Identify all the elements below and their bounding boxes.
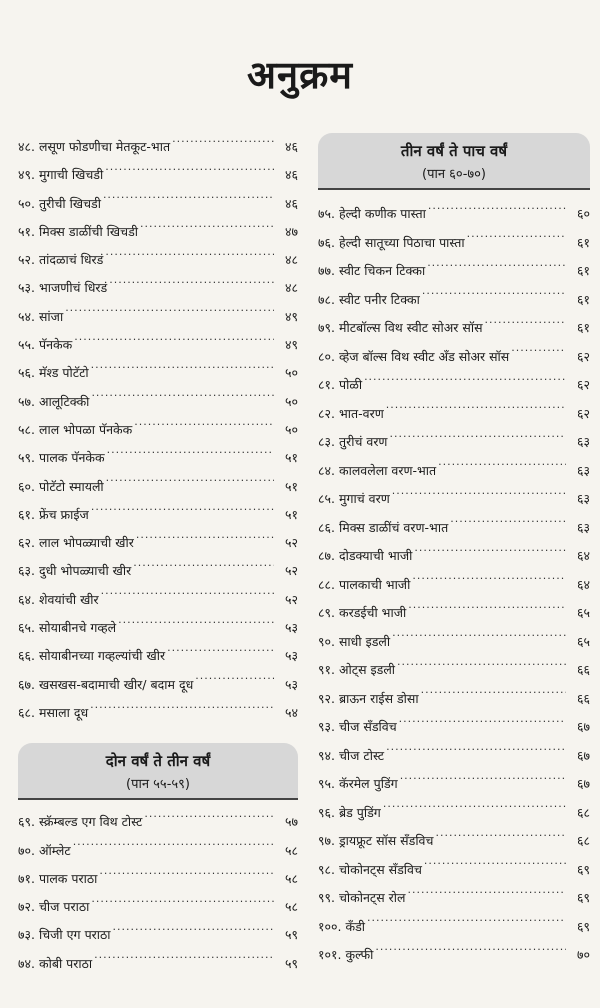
entry-title: आलूटिक्की bbox=[38, 393, 90, 409]
toc-entry bbox=[18, 416, 298, 444]
entry-number: ८३. bbox=[318, 434, 335, 449]
entry-title: स्क्रॅम्बल्ड एग विथ टोस्ट bbox=[38, 814, 143, 830]
toc-entry bbox=[318, 542, 590, 571]
toc-entry bbox=[18, 557, 298, 585]
leader-dots bbox=[407, 890, 566, 903]
toc-entry bbox=[18, 303, 298, 331]
entry-title: ड्रायफ्रूट सॉस सँडविच bbox=[338, 833, 434, 848]
entry-page: ४६ bbox=[284, 139, 298, 154]
entry-number: ७५. bbox=[318, 206, 335, 221]
entry-title: चीज पराठा bbox=[38, 899, 90, 915]
toc-entry bbox=[18, 331, 298, 359]
entry-title: पॅनकेक bbox=[38, 337, 73, 353]
entry-number: ९४. bbox=[318, 747, 335, 763]
toc-entry bbox=[18, 359, 298, 387]
entry-title: करडईची भाजी bbox=[338, 605, 407, 620]
entry-title: भात-वरण bbox=[338, 405, 384, 421]
toc-entry bbox=[18, 501, 298, 529]
entry-number: ९६. bbox=[318, 804, 335, 820]
leader-dots bbox=[167, 648, 274, 661]
leader-dots bbox=[91, 365, 274, 378]
entry-page: ६३ bbox=[576, 519, 590, 535]
leader-dots bbox=[397, 662, 566, 675]
toc-entry bbox=[318, 257, 590, 286]
entry-title: ब्रेड पुडिंग bbox=[338, 804, 381, 820]
entry-title: पोटॅटो स्मायली bbox=[38, 478, 104, 494]
toc-entry bbox=[18, 893, 298, 921]
entry-page: ५३ bbox=[284, 676, 298, 692]
entry-page: ५८ bbox=[284, 842, 298, 858]
entry-title: ऑम्लेट bbox=[38, 842, 71, 858]
entry-title: चीज टोस्ट bbox=[338, 747, 385, 763]
entry-number: ९३. bbox=[318, 719, 335, 734]
entry-page: ६६ bbox=[576, 662, 590, 677]
entry-number: ९५. bbox=[318, 776, 335, 791]
entry-number: ४८. bbox=[18, 139, 35, 154]
leader-dots bbox=[195, 676, 274, 689]
toc-entry bbox=[18, 921, 298, 949]
entry-page: ६२ bbox=[576, 377, 590, 392]
entry-title: पालकाची भाजी bbox=[338, 576, 411, 592]
entry-page: ६३ bbox=[576, 491, 590, 506]
entry-title: मुगाचं वरण bbox=[338, 491, 390, 506]
entry-title: कुल्फी bbox=[345, 947, 374, 962]
entry-page: ६७ bbox=[576, 776, 590, 791]
leader-dots bbox=[172, 139, 274, 152]
entry-page: ६३ bbox=[576, 462, 590, 478]
entry-page: ६६ bbox=[576, 690, 590, 706]
entry-page: ६० bbox=[576, 206, 590, 221]
entry-page: ५० bbox=[284, 393, 298, 409]
entry-page: ५३ bbox=[284, 648, 298, 664]
leader-dots bbox=[105, 252, 274, 265]
entry-page: ५८ bbox=[284, 899, 298, 915]
leader-dots bbox=[386, 747, 566, 760]
toc-entry bbox=[318, 485, 590, 514]
leader-dots bbox=[364, 377, 566, 390]
page-title: अनुक्रम bbox=[246, 53, 354, 97]
leader-dots bbox=[383, 804, 566, 817]
entry-title: ब्राऊन राईस डोसा bbox=[338, 690, 419, 706]
toc-entry bbox=[318, 343, 590, 372]
leader-dots bbox=[392, 491, 566, 504]
right-list bbox=[318, 200, 590, 970]
entry-number: ५९. bbox=[18, 450, 35, 466]
entry-title: मुगाची खिचडी bbox=[38, 167, 104, 183]
section-subtitle: (पान ६०-७०) bbox=[422, 167, 486, 182]
toc-entry bbox=[18, 133, 298, 161]
toc-entry bbox=[18, 642, 298, 670]
entry-title: स्वीट पनीर टिक्का bbox=[338, 291, 420, 307]
entry-number: १०१. bbox=[318, 947, 342, 962]
leader-dots bbox=[408, 605, 566, 618]
leader-dots bbox=[412, 576, 566, 589]
leader-dots bbox=[414, 548, 566, 561]
entry-number: ७०. bbox=[18, 842, 35, 858]
toc-entry bbox=[18, 808, 298, 836]
entry-page: ६७ bbox=[576, 719, 590, 734]
entry-title: खसखस-बदामाची खीर/ बदाम दूध bbox=[38, 676, 194, 692]
toc-entry bbox=[318, 656, 590, 685]
entry-number: ८४. bbox=[318, 462, 335, 478]
entry-page: ६८ bbox=[576, 804, 590, 820]
leader-dots bbox=[428, 206, 566, 219]
entry-number: ६६. bbox=[18, 648, 35, 664]
entry-page: ६९ bbox=[576, 890, 590, 905]
leader-dots bbox=[392, 633, 566, 646]
entry-page: ५० bbox=[284, 421, 298, 437]
entry-number: ६८. bbox=[18, 704, 35, 720]
leader-dots bbox=[103, 195, 274, 208]
entry-page: ४६ bbox=[284, 195, 298, 211]
section-title: तीन वर्षं ते पाच वर्षं bbox=[400, 142, 508, 160]
entry-title: चिजी एग पराठा bbox=[38, 927, 111, 943]
entry-page: ६२ bbox=[576, 348, 590, 364]
leader-dots bbox=[424, 861, 566, 874]
toc-entry bbox=[318, 371, 590, 400]
toc-entry bbox=[318, 628, 590, 657]
toc-entry bbox=[18, 586, 298, 614]
toc-entry bbox=[18, 473, 298, 501]
leader-dots bbox=[435, 833, 566, 846]
entry-number: ८९. bbox=[318, 605, 335, 620]
entry-title: शेवयांची खीर bbox=[38, 591, 99, 607]
leader-dots bbox=[427, 263, 566, 276]
entry-title: दुधी भोपळ्याची खीर bbox=[38, 563, 132, 579]
toc-entry bbox=[318, 599, 590, 628]
toc-entry bbox=[318, 799, 590, 828]
entry-title: हेल्दी सातूच्या पिठाचा पास्ता bbox=[338, 234, 465, 250]
entry-title: ओट्स इडली bbox=[338, 662, 396, 677]
entry-number: ६५. bbox=[18, 620, 35, 636]
toc-entry bbox=[18, 274, 298, 302]
entry-number: ५७. bbox=[18, 393, 35, 409]
entry-page: ४८ bbox=[284, 252, 298, 268]
entry-title: मसाला दूध bbox=[38, 704, 89, 720]
entry-title: सोयाबीनच्या गव्हल्यांची खीर bbox=[38, 648, 166, 664]
leader-dots bbox=[511, 348, 566, 361]
entry-number: ६७. bbox=[18, 676, 35, 692]
left-column bbox=[18, 133, 298, 978]
leader-dots bbox=[400, 776, 566, 789]
entry-number: ५१. bbox=[18, 223, 35, 239]
entry-page: ६९ bbox=[576, 861, 590, 877]
entry-title: तुरीचं वरण bbox=[338, 434, 388, 449]
toc-entry bbox=[318, 827, 590, 856]
entry-number: ६२. bbox=[18, 535, 35, 551]
entry-title: तुरीची खिचडी bbox=[38, 195, 101, 211]
entry-page: ६४ bbox=[576, 548, 590, 563]
entry-number: ९१. bbox=[318, 662, 335, 677]
entry-number: ६४. bbox=[18, 591, 35, 607]
entry-number: ६०. bbox=[18, 478, 35, 494]
entry-page: ७० bbox=[576, 947, 590, 962]
entry-title: कॅरमेल पुडिंग bbox=[338, 776, 398, 791]
toc-entry bbox=[318, 742, 590, 771]
entry-number: ८१. bbox=[318, 377, 335, 392]
leader-dots bbox=[90, 704, 274, 717]
leader-dots bbox=[113, 927, 274, 940]
entry-page: ५१ bbox=[284, 478, 298, 494]
toc-entry bbox=[18, 529, 298, 557]
entry-page: ५२ bbox=[284, 591, 298, 607]
entry-title: साधी इडली bbox=[338, 633, 391, 649]
leader-dots bbox=[422, 291, 566, 304]
leader-dots bbox=[105, 167, 274, 180]
entry-title: सोयाबीनचे गव्हले bbox=[38, 620, 117, 636]
section-header-two-to-three bbox=[18, 743, 298, 800]
entry-page: ५० bbox=[284, 365, 298, 381]
leader-dots bbox=[74, 337, 274, 350]
entry-page: ६१ bbox=[576, 291, 590, 307]
toc-entry bbox=[318, 713, 590, 742]
leader-dots bbox=[99, 870, 274, 883]
right-column bbox=[318, 133, 590, 970]
leader-dots bbox=[375, 947, 566, 960]
entry-page: ६१ bbox=[576, 234, 590, 250]
entry-number: ७२. bbox=[18, 899, 35, 915]
left-list-bottom bbox=[18, 808, 298, 978]
toc-entry bbox=[318, 941, 590, 970]
entry-page: ४९ bbox=[284, 337, 298, 353]
leader-dots bbox=[467, 234, 566, 247]
toc-entry bbox=[18, 190, 298, 218]
entry-number: ५८. bbox=[18, 421, 35, 437]
entry-number: ८२. bbox=[318, 405, 335, 421]
leader-dots bbox=[144, 814, 274, 827]
entry-title: पोळी bbox=[338, 377, 363, 392]
entry-number: ९८. bbox=[318, 861, 335, 877]
toc-entry bbox=[318, 571, 590, 600]
toc-entry bbox=[318, 514, 590, 543]
entry-number: ५५. bbox=[18, 337, 35, 353]
toc-entry bbox=[318, 400, 590, 429]
entry-page: ५८ bbox=[284, 870, 298, 886]
leader-dots bbox=[101, 591, 274, 604]
entry-page: ४७ bbox=[284, 223, 298, 239]
entry-number: ६१. bbox=[18, 506, 35, 522]
toc-entry bbox=[18, 218, 298, 246]
entry-page: ६२ bbox=[576, 405, 590, 421]
entry-page: ५९ bbox=[284, 927, 298, 943]
leader-dots bbox=[91, 393, 274, 406]
toc-entry bbox=[318, 685, 590, 714]
entry-number: ८६. bbox=[318, 519, 335, 535]
entry-page: ४८ bbox=[284, 280, 298, 296]
entry-page: ५२ bbox=[284, 535, 298, 551]
entry-title: मॅश्ड पोटॅटो bbox=[38, 365, 89, 381]
leader-dots bbox=[107, 450, 274, 463]
leader-dots bbox=[91, 506, 274, 519]
entry-number: ७९. bbox=[318, 320, 335, 335]
entry-number: ९९. bbox=[318, 890, 335, 905]
entry-number: ७३. bbox=[18, 927, 35, 943]
toc-entry bbox=[318, 884, 590, 913]
toc-entry bbox=[18, 161, 298, 189]
toc-entry bbox=[318, 229, 590, 258]
leader-dots bbox=[94, 955, 274, 968]
section-subtitle: (पान ५५-५९) bbox=[126, 777, 190, 793]
toc-entry bbox=[18, 699, 298, 727]
toc-entry bbox=[318, 770, 590, 799]
leader-dots bbox=[133, 563, 274, 576]
left-list-top bbox=[18, 133, 298, 727]
entry-number: ५३. bbox=[18, 280, 35, 296]
entry-page: ६५ bbox=[576, 605, 590, 620]
entry-number: ७६. bbox=[318, 234, 335, 250]
entry-number: ६३. bbox=[18, 563, 35, 579]
entry-number: ८७. bbox=[318, 548, 335, 563]
entry-page: ५१ bbox=[284, 450, 298, 466]
entry-page: ५३ bbox=[284, 620, 298, 636]
entry-number: ७८. bbox=[318, 291, 335, 307]
leader-dots bbox=[73, 842, 274, 855]
toc-entry bbox=[18, 614, 298, 642]
entry-page: ६४ bbox=[576, 576, 590, 592]
entry-title: पालक पराठा bbox=[38, 870, 98, 886]
entry-number: ९०. bbox=[318, 633, 335, 649]
entry-page: ५२ bbox=[284, 563, 298, 579]
section-header-three-to-five bbox=[318, 133, 590, 190]
entry-number: ७७. bbox=[318, 263, 335, 278]
entry-page: ६५ bbox=[576, 633, 590, 649]
entry-title: दोडक्याची भाजी bbox=[338, 548, 413, 563]
entry-number: ५४. bbox=[18, 308, 35, 324]
toc-entry bbox=[318, 314, 590, 343]
entry-title: लसूण फोडणीचा मेतकूट-भात bbox=[38, 139, 171, 154]
entry-page: ६८ bbox=[576, 833, 590, 848]
leader-dots bbox=[91, 899, 274, 912]
leader-dots bbox=[438, 462, 566, 475]
leader-dots bbox=[118, 620, 274, 633]
leader-dots bbox=[65, 308, 274, 321]
entry-title: तांदळाचं धिरडं bbox=[38, 252, 104, 268]
entry-page: ६७ bbox=[576, 747, 590, 763]
entry-title: लाल भोपळ्याची खीर bbox=[38, 535, 134, 551]
toc-entry bbox=[18, 444, 298, 472]
entry-number: ८५. bbox=[318, 491, 335, 506]
entry-title: फ्रेंच फ्राईज bbox=[38, 506, 89, 522]
entry-page: ६३ bbox=[576, 434, 590, 449]
entry-number: ८८. bbox=[318, 576, 335, 592]
leader-dots bbox=[136, 535, 274, 548]
entry-number: ९२. bbox=[318, 690, 335, 706]
entry-number: ४९. bbox=[18, 167, 35, 183]
toc-entry bbox=[18, 671, 298, 699]
entry-title: कँडी bbox=[345, 918, 366, 934]
toc-entry bbox=[318, 457, 590, 486]
entry-page: ४६ bbox=[284, 167, 298, 183]
entry-page: ५१ bbox=[284, 506, 298, 522]
entry-title: स्वीट चिकन टिक्का bbox=[338, 263, 426, 278]
leader-dots bbox=[389, 434, 566, 447]
entry-title: कालवलेला वरण-भात bbox=[338, 462, 437, 478]
entry-page: ५४ bbox=[284, 704, 298, 720]
entry-number: ९७. bbox=[318, 833, 335, 848]
leader-dots bbox=[421, 690, 566, 703]
entry-page: ६१ bbox=[576, 263, 590, 278]
entry-page: ६९ bbox=[576, 918, 590, 934]
leader-dots bbox=[485, 320, 566, 333]
entry-number: ७१. bbox=[18, 870, 35, 886]
entry-number: ६९. bbox=[18, 814, 35, 830]
leader-dots bbox=[134, 421, 274, 434]
toc-entry bbox=[18, 837, 298, 865]
entry-number: ५२. bbox=[18, 252, 35, 268]
entry-title: चोकोनट्स रोल bbox=[338, 890, 406, 905]
entry-number: ५०. bbox=[18, 195, 35, 211]
entry-title: मिक्स डाळींचं वरण-भात bbox=[338, 519, 449, 535]
entry-number: ७४. bbox=[18, 955, 35, 971]
entry-page: ६१ bbox=[576, 320, 590, 335]
entry-page: ५७ bbox=[284, 814, 298, 830]
toc-entry bbox=[18, 950, 298, 978]
entry-title: भाजणीचं धिरडं bbox=[38, 280, 108, 296]
toc-entry bbox=[318, 856, 590, 885]
section-title: दोन वर्षं ते तीन वर्षं bbox=[105, 752, 211, 771]
entry-title: व्हेज बॉल्स विथ स्वीट अँड सोअर सॉस bbox=[338, 348, 510, 364]
toc-entry bbox=[18, 865, 298, 893]
toc-entry bbox=[18, 246, 298, 274]
toc-entry bbox=[318, 286, 590, 315]
toc-entry bbox=[318, 428, 590, 457]
entry-title: सांजा bbox=[38, 308, 64, 324]
entry-title: पालक पॅनकेक bbox=[38, 450, 105, 466]
entry-page: ४९ bbox=[284, 308, 298, 324]
entry-title: चीज सँडविच bbox=[338, 719, 397, 734]
toc-entry bbox=[318, 200, 590, 229]
entry-number: १००. bbox=[318, 918, 342, 934]
leader-dots bbox=[106, 478, 274, 491]
entry-number: ५६. bbox=[18, 365, 35, 381]
leader-dots bbox=[386, 405, 566, 418]
entry-title: लाल भोपळा पॅनकेक bbox=[38, 421, 133, 437]
entry-page: ५९ bbox=[284, 955, 298, 971]
leader-dots bbox=[399, 719, 566, 732]
entry-title: हेल्दी कणीक पास्ता bbox=[338, 206, 426, 221]
leader-dots bbox=[450, 519, 566, 532]
leader-dots bbox=[367, 918, 566, 931]
entry-number: ८०. bbox=[318, 348, 335, 364]
toc-entry bbox=[18, 388, 298, 416]
entry-title: मिक्स डाळींची खिचडी bbox=[38, 223, 138, 239]
entry-title: कोबी पराठा bbox=[38, 955, 93, 971]
entry-title: मीटबॉल्स विथ स्वीट सोअर सॉस bbox=[338, 320, 483, 335]
entry-title: चोकोनट्स सँडविच bbox=[338, 861, 422, 877]
leader-dots bbox=[140, 223, 274, 236]
toc-entry bbox=[318, 913, 590, 942]
leader-dots bbox=[109, 280, 274, 293]
